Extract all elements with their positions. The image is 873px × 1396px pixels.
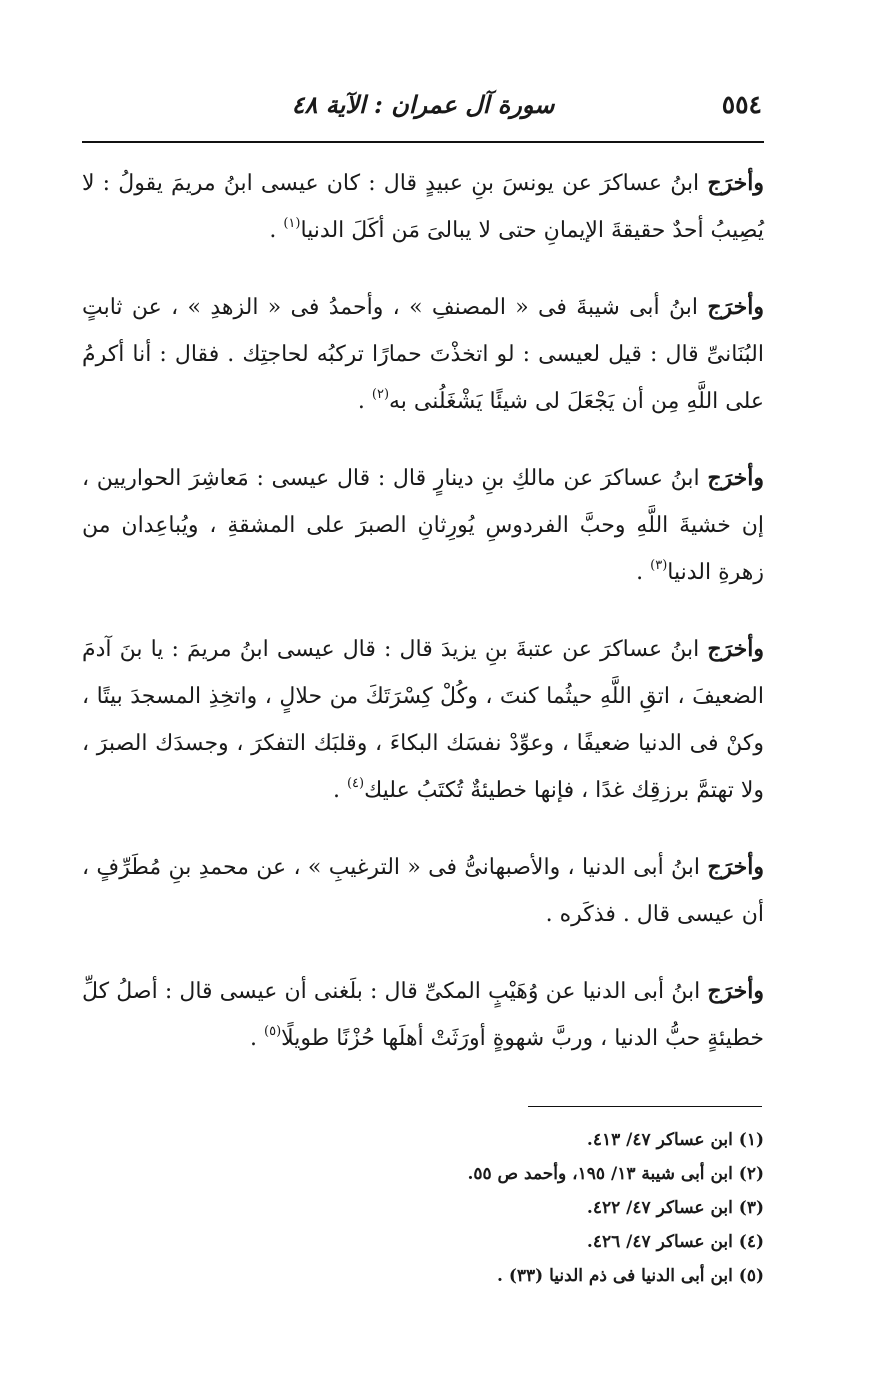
footnotes <box>82 1123 764 1293</box>
paragraph-end: . <box>269 218 284 243</box>
main-text <box>82 160 764 1092</box>
footnote-5: (٥) ابن أبى الدنيا فى ذم الدنيا (٣٣) . <box>496 1266 764 1286</box>
paragraph-lead: وأخرَج <box>707 294 764 320</box>
paragraph-end: . <box>250 1026 265 1051</box>
paragraph-end: . <box>636 560 651 585</box>
paragraph-text: ابنُ أبى الدنيا ، والأصبهانىُّ فى « الترغيبِ » ، عن محمدِ بنِ مُطَرِّفٍ ، أن عيسى قال . فذكَره . <box>82 855 764 927</box>
paragraph-text: ابنُ عساكرَ عن مالكِ بنِ دينارٍ قال : قال عيسى : مَعاشِرَ الحواريين ، إن خشيةَ اللَّهِ وحبَّ الفردوسِ يُورِثانِ الصبرَ على المشقةِ ، ويُباعِدان من زهرةِ الدنيا <box>82 466 764 585</box>
paragraph-text: ابنُ عساكرَ عن عتبةَ بنِ يزيدَ قال : قال عيسى ابنُ مريمَ : يا بنَ آدمَ الضعيفَ ، اتقِ اللَّهِ حيثُما كنتَ ، وكُلْ كِسْرَتَكَ من حلالٍ ، واتخِذِ المسجدَ بيتًا ، وكنْ فى الدنيا ضعيفًا ، وعوِّدْ نفسَك البكاءَ ، وقلبَك التفكرَ ، وجسدَك الصبرَ ، ولا تهتمَّ برزقِك غدًا ، فإنها خطيئةٌ تُكتَبُ عليك <box>82 637 764 803</box>
footnote-marker: (٤) <box>346 776 365 791</box>
paragraph-3 <box>82 455 764 596</box>
footnote-marker: (٣) <box>650 558 668 573</box>
page-number: ٥٥٤ <box>721 90 762 119</box>
paragraph-text: ابنُ أبى شيبةَ فى « المصنفِ » ، وأحمدُ فى « الزهدِ » ، عن ثابتٍ البُنَانىِّ قال : قيل لعيسى : لو اتخذْتَ حمارًا تركبُه لحاجتِك . فقال : أنا أكرمُ على اللَّهِ مِن أن يَجْعَلَ لى شيئًا يَشْغَلُنى به <box>82 295 764 414</box>
paragraph-6 <box>82 968 764 1062</box>
paragraph-lead: وأخرَج <box>707 465 764 491</box>
header-divider <box>82 141 764 143</box>
running-title: سورة آل عمران : الآية ٤٨ <box>291 90 555 119</box>
paragraph-5 <box>82 844 764 938</box>
paragraph-lead: وأخرَج <box>707 636 764 662</box>
paragraph-end: . <box>332 778 347 803</box>
paragraph-end: . <box>357 389 372 414</box>
paragraph-lead: وأخرَج <box>707 854 764 880</box>
paragraph-text: ابنُ أبى الدنيا عن وُهَيْبٍ المكىِّ قال : بلَغنى أن عيسى قال : أصلُ كلِّ خطيئةٍ حبُّ الدنيا ، وربَّ شهوةٍ أورَثَتْ أهلَها حُزْنًا طويلًا <box>82 979 764 1051</box>
footnote-marker: (١) <box>283 216 301 231</box>
footnote-marker: (٥) <box>264 1024 282 1039</box>
footnote-marker: (٢) <box>371 387 390 402</box>
paragraph-2 <box>82 284 764 425</box>
footnote-divider <box>528 1106 762 1107</box>
paragraph-text: ابنُ عساكرَ عن يونسَ بنِ عبيدٍ قال : كان عيسى ابنُ مريمَ يقولُ : لا يُصِيبُ أحدٌ حقيقةَ الإيمانِ حتى لا يبالىَ مَن أكَلَ الدنيا <box>82 171 764 243</box>
footnote-2: (٢) ابن أبى شيبة ١٣/ ١٩٥، وأحمد ص ٥٥. <box>467 1164 764 1184</box>
page-header <box>82 86 764 134</box>
paragraph-1 <box>82 160 764 254</box>
paragraph-4 <box>82 626 764 814</box>
paragraph-lead: وأخرَج <box>707 170 764 196</box>
footnote-1: (١) ابن عساكر ٤٧/ ٤١٣. <box>586 1130 764 1150</box>
paragraph-lead: وأخرَج <box>707 978 764 1004</box>
footnote-3: (٣) ابن عساكر ٤٧/ ٤٢٢. <box>586 1198 764 1218</box>
footnote-4: (٤) ابن عساكر ٤٧/ ٤٢٦. <box>586 1232 764 1252</box>
